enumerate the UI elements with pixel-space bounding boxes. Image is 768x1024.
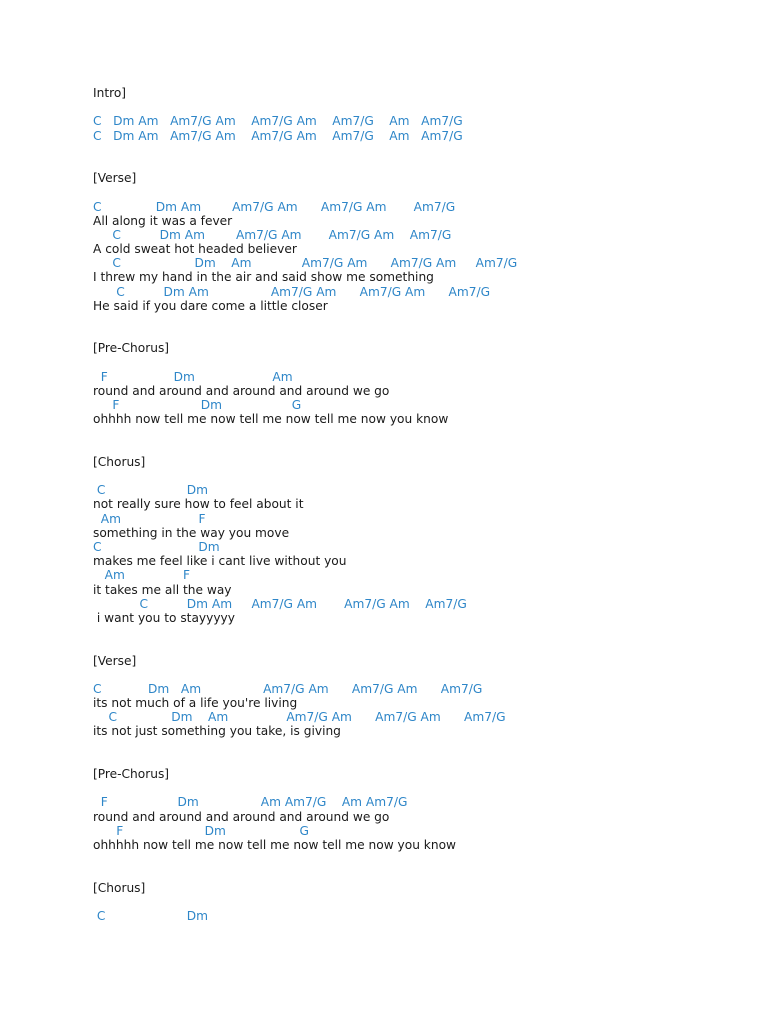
chord-line: C Dm Am Am7/G Am Am7/G Am Am7/G [93, 681, 483, 696]
lyric-line: round and around and around and around we go [93, 383, 390, 398]
blank-line [93, 895, 517, 909]
blank-line [93, 157, 517, 171]
blank-line [93, 639, 517, 653]
blank-line [93, 313, 517, 327]
lyric-line: ohhhh now tell me now tell me now tell me now you know [93, 412, 449, 427]
section-heading: [Verse] [93, 171, 137, 186]
chord-line: C Dm Am Am7/G Am Am7/G Am Am7/G [93, 710, 506, 725]
section-heading: Intro] [93, 86, 127, 100]
section-heading: [Verse] [93, 653, 137, 668]
lyric-line: I threw my hand in the air and said show me something [93, 270, 434, 285]
lyric-line: A cold sweat hot headed believer [93, 242, 297, 257]
lyric-line: makes me feel like i cant live without you [93, 554, 347, 569]
chord-line: C Dm Am Am7/G Am Am7/G Am Am7/G [93, 227, 452, 242]
chord-line: C Dm Am Am7/G Am Am7/G Am Am7/G Am Am7/G [93, 114, 463, 129]
chord-line: C Dm [93, 540, 220, 554]
chord-line: C Dm [93, 483, 208, 498]
blank-line [93, 469, 517, 483]
blank-line [93, 753, 517, 767]
sheet-lines [93, 86, 517, 923]
chord-line: F Dm Am Am7/G Am Am7/G [93, 795, 408, 810]
section-heading: [Chorus] [93, 454, 146, 469]
blank-line [93, 668, 517, 682]
blank-line [93, 327, 517, 341]
chord-line: C Dm Am Am7/G Am Am7/G Am Am7/G Am Am7/G [93, 128, 463, 143]
chord-line: C Dm Am Am7/G Am Am7/G Am Am7/G [93, 199, 456, 214]
blank-line [93, 781, 517, 795]
blank-line [93, 356, 517, 370]
blank-line [93, 441, 517, 455]
lyric-line: something in the way you move [93, 525, 290, 540]
chord-line: F Dm Am [93, 369, 293, 384]
chord-line: C Dm Am Am7/G Am Am7/G Am Am7/G [93, 284, 491, 299]
section-heading: [Chorus] [93, 880, 146, 895]
chord-line: C Dm [93, 908, 208, 923]
chord-line: F Dm G [93, 398, 302, 413]
lyric-line: i want you to stayyyyy [93, 610, 235, 625]
blank-line [93, 185, 517, 199]
lyric-line: its not just something you take, is giving [93, 724, 341, 739]
blank-line [93, 625, 517, 639]
chord-line: C Dm Am Am7/G Am Am7/G Am Am7/G [93, 256, 518, 271]
section-heading: [Pre-Chorus] [93, 767, 170, 781]
lyric-line: round and around and around and around we go [93, 809, 390, 824]
lyric-line: its not much of a life you're living [93, 696, 298, 711]
section-heading: [Pre-Chorus] [93, 341, 170, 356]
lyric-line: not really sure how to feel about it [93, 497, 304, 512]
lyric-line: He said if you dare come a little closer [93, 298, 328, 313]
blank-line [93, 100, 517, 114]
blank-line [93, 427, 517, 441]
lyric-line: ohhhhh now tell me now tell me now tell me now you know [93, 837, 457, 852]
chord-sheet [93, 86, 517, 923]
blank-line [93, 866, 517, 880]
lyric-line: All along it was a fever [93, 213, 233, 228]
chord-line: Am F [93, 511, 206, 526]
chord-line: C Dm Am Am7/G Am Am7/G Am Am7/G [93, 596, 467, 611]
chord-line: F Dm G [93, 823, 309, 838]
blank-line [93, 143, 517, 157]
chord-line: Am F [93, 568, 190, 583]
blank-line [93, 739, 517, 753]
lyric-line: it takes me all the way [93, 582, 232, 597]
blank-line [93, 852, 517, 866]
